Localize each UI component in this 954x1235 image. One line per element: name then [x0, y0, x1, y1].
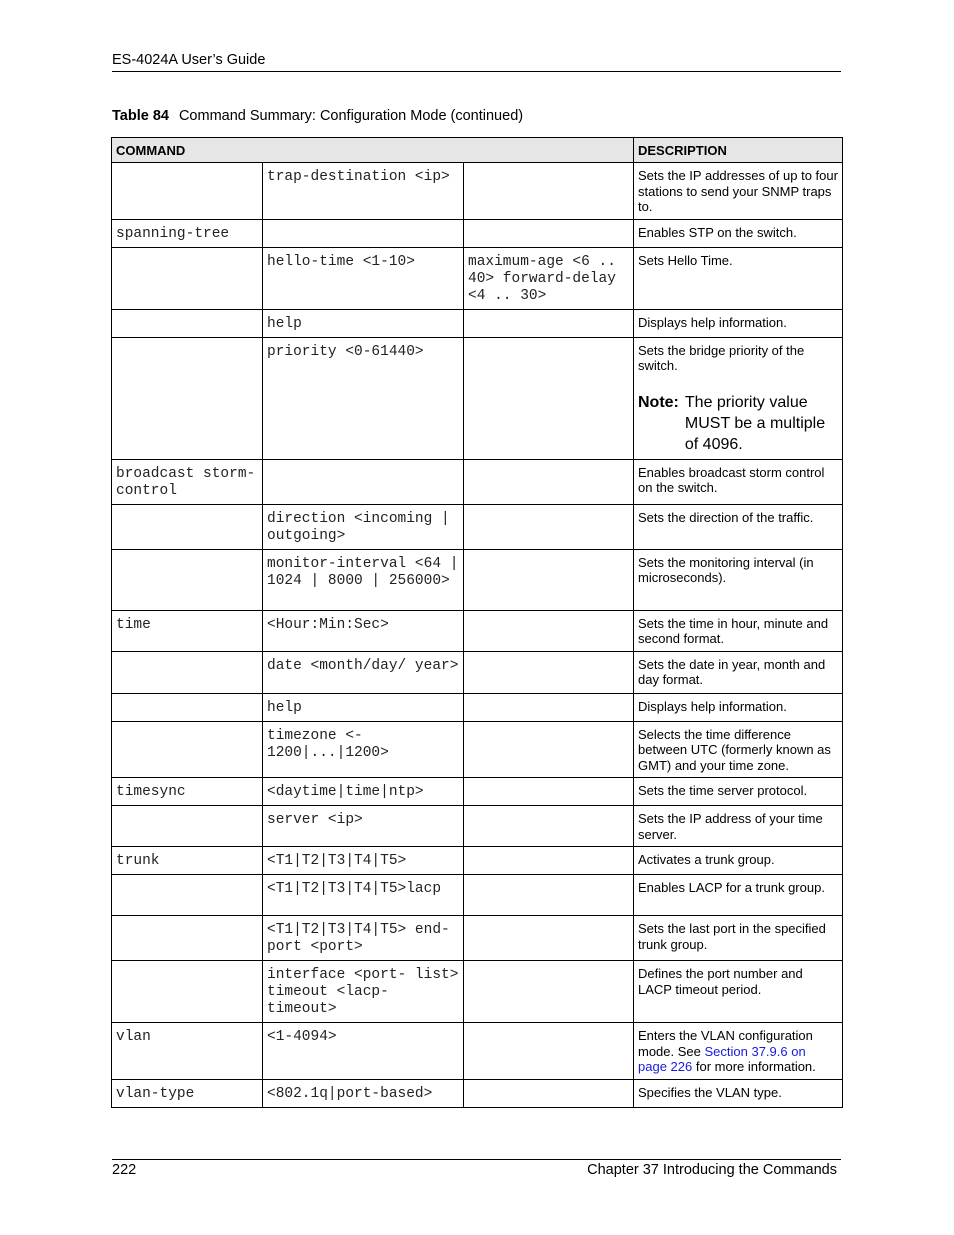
command-cell: broadcast storm-control: [112, 459, 263, 504]
chapter-title: Chapter 37 Introducing the Commands: [587, 1162, 837, 1178]
subcommand-cell: interface <port- list> timeout <lacp- timeout>: [263, 961, 464, 1023]
description-cell: Sets the time server protocol.: [634, 778, 843, 806]
subcommand-cell: date <month/day/ year>: [263, 651, 464, 693]
command-cell: vlan-type: [112, 1079, 263, 1107]
description-cell: Sets the date in year, month and day format.: [634, 651, 843, 693]
description-cell: Sets the IP addresses of up to four stations to send your SNMP traps to.: [634, 163, 843, 220]
option-cell: [464, 504, 634, 549]
note-text: The priority value MUST be a multiple of 4096.: [684, 393, 826, 453]
header-divider: [112, 71, 841, 72]
subcommand-cell: [263, 219, 464, 247]
table-row: [112, 847, 843, 875]
command-cell: [112, 549, 263, 610]
description-column-header: DESCRIPTION: [634, 138, 843, 163]
command-cell: [112, 875, 263, 916]
command-summary-table: [111, 137, 843, 1108]
table-row: [112, 1079, 843, 1107]
table-row: [112, 651, 843, 693]
table-row: [112, 247, 843, 309]
description-cell: [634, 1023, 843, 1080]
subcommand-cell: direction <incoming | outgoing>: [263, 504, 464, 549]
table-caption-title: Command Summary: Configuration Mode (continued): [178, 108, 524, 124]
option-cell: [464, 309, 634, 337]
subcommand-cell: trap-destination <ip>: [263, 163, 464, 220]
table-row: [112, 610, 843, 651]
subcommand-cell: [263, 459, 464, 504]
subcommand-cell: <daytime|time|ntp>: [263, 778, 464, 806]
option-cell: [464, 459, 634, 504]
table-row: [112, 1023, 843, 1080]
option-cell: [464, 337, 634, 459]
subcommand-cell: <T1|T2|T3|T4|T5> end-port <port>: [263, 916, 464, 961]
table-row: [112, 721, 843, 778]
note-block: [638, 392, 838, 455]
command-cell: trunk: [112, 847, 263, 875]
command-cell: [112, 806, 263, 847]
subcommand-cell: <Hour:Min:Sec>: [263, 610, 464, 651]
command-cell: [112, 163, 263, 220]
option-cell: [464, 610, 634, 651]
subcommand-cell: <1-4094>: [263, 1023, 464, 1080]
command-cell: time: [112, 610, 263, 651]
command-cell: [112, 247, 263, 309]
table-caption: [112, 108, 523, 124]
option-cell: [464, 961, 634, 1023]
description-cell: Sets the direction of the traffic.: [634, 504, 843, 549]
table-row: [112, 163, 843, 220]
subcommand-cell: help: [263, 693, 464, 721]
table-caption-label: Table 84: [112, 108, 169, 124]
description-cell: Sets Hello Time.: [634, 247, 843, 309]
option-cell: [464, 549, 634, 610]
subcommand-cell: priority <0-61440>: [263, 337, 464, 459]
description-cell: Sets the time in hour, minute and second format.: [634, 610, 843, 651]
option-cell: [464, 721, 634, 778]
option-cell: [464, 651, 634, 693]
command-cell: [112, 721, 263, 778]
option-cell: [464, 1023, 634, 1080]
table-row: [112, 337, 843, 459]
description-cell: Selects the time difference between UTC (formerly known as GMT) and your time zone.: [634, 721, 843, 778]
command-cell: [112, 651, 263, 693]
table-row: [112, 693, 843, 721]
command-cell: spanning-tree: [112, 219, 263, 247]
description-cell: Displays help information.: [634, 693, 843, 721]
table-header-row: [112, 138, 843, 163]
table-row: [112, 309, 843, 337]
page-number: 222: [112, 1162, 137, 1178]
table-row: [112, 219, 843, 247]
subcommand-cell: server <ip>: [263, 806, 464, 847]
description-cell: Enables STP on the switch.: [634, 219, 843, 247]
command-cell: [112, 693, 263, 721]
option-cell: [464, 219, 634, 247]
subcommand-cell: hello-time <1-10>: [263, 247, 464, 309]
description-text-end: for more information.: [692, 1059, 816, 1074]
table-row: [112, 549, 843, 610]
subcommand-cell: monitor-interval <64 | 1024 | 8000 | 256000>: [263, 549, 464, 610]
command-cell: [112, 961, 263, 1023]
option-cell: maximum-age <6 .. 40> forward-delay <4 .. 30>: [464, 247, 634, 309]
description-text: Sets the bridge priority of the switch.: [638, 342, 805, 373]
guide-title: ES-4024A User’s Guide: [112, 52, 266, 68]
command-cell: [112, 916, 263, 961]
footer-divider: [112, 1159, 841, 1160]
description-cell: Specifies the VLAN type.: [634, 1079, 843, 1107]
description-cell: Sets the IP address of your time server.: [634, 806, 843, 847]
description-cell: Activates a trunk group.: [634, 847, 843, 875]
description-cell: Displays help information.: [634, 309, 843, 337]
description-text: Enters the VLAN configuration mode. See: [638, 1028, 813, 1059]
subcommand-cell: <T1|T2|T3|T4|T5>lacp: [263, 875, 464, 916]
command-column-header: COMMAND: [112, 138, 634, 163]
table-row: [112, 459, 843, 504]
description-cell: Sets the last port in the specified trunk group.: [634, 916, 843, 961]
table-row: [112, 875, 843, 916]
description-cell: Enables LACP for a trunk group.: [634, 875, 843, 916]
option-cell: [464, 875, 634, 916]
command-cell: vlan: [112, 1023, 263, 1080]
subcommand-cell: <T1|T2|T3|T4|T5>: [263, 847, 464, 875]
description-cell: Sets the monitoring interval (in microseconds).: [634, 549, 843, 610]
command-cell: [112, 504, 263, 549]
option-cell: [464, 163, 634, 220]
table-row: [112, 961, 843, 1023]
section-link[interactable]: Section 37.9.6 on page 226: [638, 1043, 806, 1074]
subcommand-cell: help: [263, 309, 464, 337]
command-cell: timesync: [112, 778, 263, 806]
option-cell: [464, 778, 634, 806]
option-cell: [464, 806, 634, 847]
table-row: [112, 778, 843, 806]
option-cell: [464, 847, 634, 875]
description-cell: [634, 337, 843, 459]
option-cell: [464, 916, 634, 961]
table-row: [112, 916, 843, 961]
table-row: [112, 806, 843, 847]
option-cell: [464, 693, 634, 721]
description-cell: Defines the port number and LACP timeout period.: [634, 961, 843, 1023]
command-cell: [112, 337, 263, 459]
description-cell: Enables broadcast storm control on the switch.: [634, 459, 843, 504]
subcommand-cell: <802.1q|port-based>: [263, 1079, 464, 1107]
command-cell: [112, 309, 263, 337]
option-cell: [464, 1079, 634, 1107]
table-row: [112, 504, 843, 549]
note-label: Note:: [638, 393, 679, 411]
subcommand-cell: timezone <- 1200|...|1200>: [263, 721, 464, 778]
